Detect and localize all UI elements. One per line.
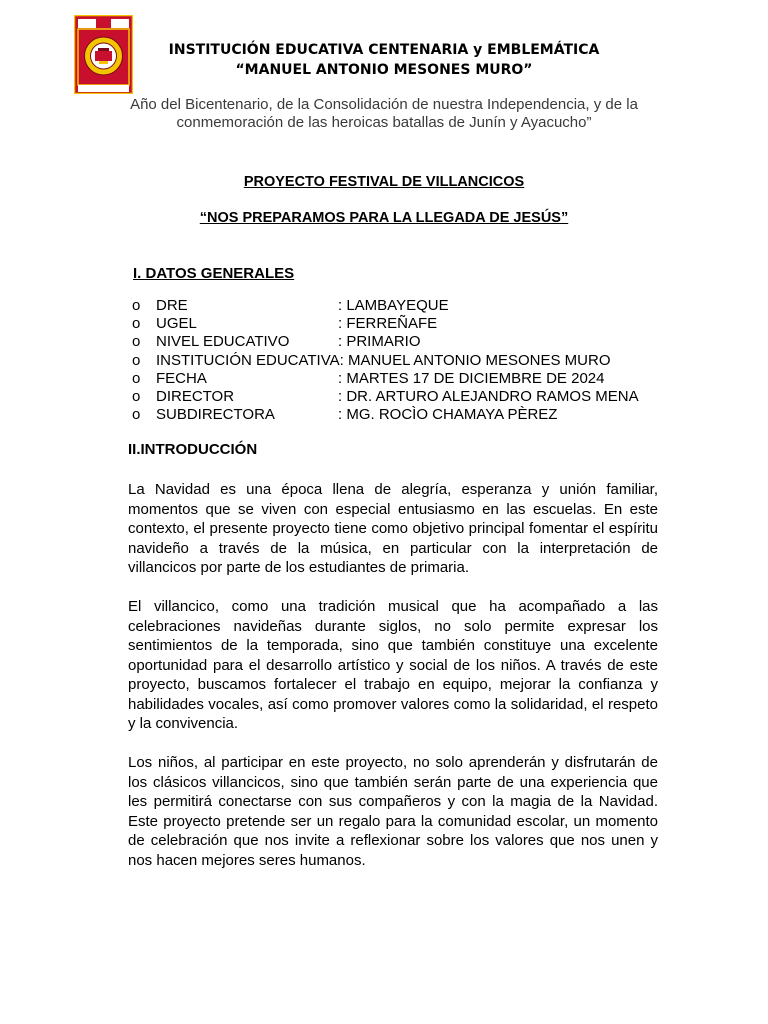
paragraph: Los niños, al participar en este proyecto, no solo aprenderán y disfrutarán de los clásicos villancicos, sino que también serán parte de una experiencia que les permitirá conectarse con sus compañeros y con la magia de la Navidad. Este proyecto pretende ser un regalo para la comunidad escolar, un momento de celebración que nos invite a reflexionar sobre los valores que nos unen y nos hacen mejores seres humanos.	[128, 754, 658, 869]
paragraph: La Navidad es una época llena de alegría, esperanza y unión familiar, momentos que se viven con especial entusiasmo en las escuelas. En este contexto, el presente proyecto tiene como objetivo principal fomentar el espíritu navideño a través de la música, en particular con la interpretación de villancicos por parte de los estudiantes de primaria.	[128, 481, 658, 576]
bullet: o	[132, 315, 141, 333]
institution-name	[150, 40, 618, 80]
item-label: SUBDIRECTORA	[156, 406, 275, 424]
section-heading-introduction: II.INTRODUCCIÓN	[128, 441, 258, 458]
project-title: PROYECTO FESTIVAL DE VILLANCICOS	[243, 174, 525, 190]
bullet: o	[132, 387, 141, 405]
item-label: FECHA	[156, 369, 207, 387]
item-value: : LAMBAYEQUE	[338, 297, 449, 314]
bullet: o	[132, 406, 141, 424]
item-label: NIVEL EDUCATIVO	[156, 333, 290, 351]
school-crest-icon	[74, 15, 133, 94]
institution-line-2: “MANUEL ANTONIO MESONES MURO”	[235, 62, 533, 78]
bullet: o	[132, 333, 141, 351]
item-label: INSTITUCIÓN EDUCATIVA: MANUEL ANTONIO MESONES MURO	[156, 351, 611, 369]
item-value: : PRIMARIO	[338, 333, 421, 351]
project-subtitle: “NOS PREPARAMOS PARA LA LLEGADA DE JESÚS”	[199, 210, 569, 226]
institution-line-1: INSTITUCIÓN EDUCATIVA CENTENARIA y EMBLEMÁTICA	[168, 42, 600, 58]
item-label: DRE	[156, 297, 188, 314]
bullet: o	[132, 351, 141, 369]
item-value: : MARTES 17 DE DICIEMBRE DE 2024	[338, 369, 605, 387]
bullet: o	[132, 369, 141, 387]
item-value: : MG. ROCÌO CHAMAYA PÈREZ	[338, 406, 558, 424]
section-heading-general-data: I. DATOS GENERALES	[133, 265, 295, 282]
item-label: UGEL	[156, 315, 197, 333]
item-value: : FERREÑAFE	[338, 315, 438, 333]
paragraph: El villancico, como una tradición musical que ha acompañado a las celebraciones navideñas durante siglos, no solo permite expresar los sentimientos de la temporada, sino que también constituye una excelente oportunidad para el desarrollo artístico y social de los niños. A través de este proyecto, buscamos fortalecer el trabajo en equipo, mejorar la confianza y habilidades vocales, así como promover valores como la solidaridad, el respeto y la convivencia.	[128, 598, 658, 732]
bullet: o	[132, 297, 141, 314]
item-label: DIRECTOR	[156, 387, 235, 405]
year-motto: Año del Bicentenario, de la Consolidación de nuestra Independencia, y de la conmemoración de las heroicas batallas de Junín y Ayacucho”	[130, 96, 638, 131]
item-value: : DR. ARTURO ALEJANDRO RAMOS MENA	[338, 387, 639, 405]
introduction-body	[128, 480, 658, 890]
